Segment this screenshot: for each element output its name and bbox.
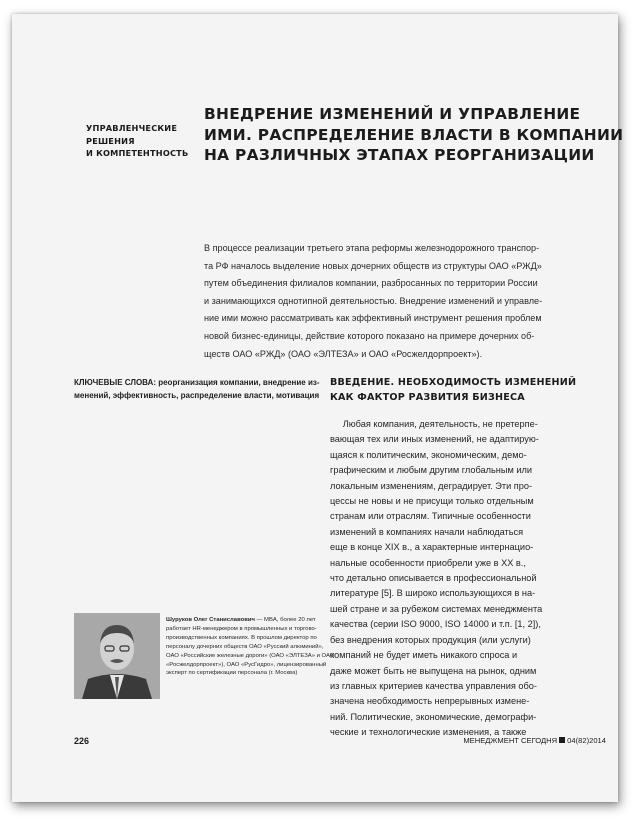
author-bio-first: — MBA, более 20 лет <box>254 617 316 623</box>
author-bio-line: персоналу дочерних обществ ОАО «Русский алюминий», <box>166 643 324 650</box>
body-line: еще в конце XIX в., а характерные интернацио- <box>330 542 534 553</box>
abstract-line: новой бизнес-единицы, действие которого показано на примере дочерних об- <box>204 330 535 341</box>
body-line: из главных критериев качества управления обо- <box>330 680 537 691</box>
section-label <box>86 122 216 160</box>
keywords-line: КЛЮЧЕВЫЕ СЛОВА: реорганизация компании, внедрение из- <box>74 378 320 387</box>
journal-name: МЕНЕДЖМЕНТ СЕГОДНЯ <box>463 736 558 745</box>
body-line: ческие и технологические изменения, а также <box>330 727 527 738</box>
abstract-line: и занимающихся однотипной деятельностью. Внедрение изменений и управле- <box>204 295 543 306</box>
page-number: 226 <box>74 736 90 746</box>
intro-heading <box>330 376 600 405</box>
body-line: нальные особенности приобрели уже в XX в., <box>330 557 526 568</box>
body-line: локальным изменениям, деградирует. Эти про- <box>330 480 533 491</box>
section-line: РЕШЕНИЯ <box>86 135 135 146</box>
intro-body <box>330 417 600 741</box>
author-bio-line: ОАО «Российские железные дороги» (ОАО «ЭЛТЕЗА» и ОАО <box>166 652 335 659</box>
section-line: УПРАВЛЕНЧЕСКИЕ <box>86 123 178 133</box>
square-bullet-icon <box>559 737 565 743</box>
author-bio <box>166 616 335 678</box>
section-line: И КОМПЕТЕНТНОСТЬ <box>86 148 189 158</box>
abstract-line: ние ими можно рассматривать как эффективный инструмент решения проблем <box>204 313 542 324</box>
journal-issue: 04(82)2014 <box>567 736 606 745</box>
body-line: шей стране и за рубежом системах менеджмента <box>330 603 543 614</box>
author-bio-line: «Росжелдорпроект»), ОАО «РусГидро», лицензированный <box>166 661 327 668</box>
title-line: НА РАЗЛИЧНЫХ ЭТАПАХ РЕОРГАНИЗАЦИИ <box>204 146 595 164</box>
author-bio-line: производственных компаниях. В прошлом директор по <box>166 634 317 641</box>
abstract-line: та РФ началось выделение новых дочерних обществ из структуры ОАО «РЖД» <box>204 260 542 271</box>
author-name: Шуруков Олег Станиславович <box>166 617 255 623</box>
article-abstract <box>204 240 584 363</box>
body-line: что детально описывается в профессиональной <box>330 573 537 584</box>
author-bio-line: работает HR-менеджером в промышленных и торгово- <box>166 625 317 632</box>
abstract-line: В процессе реализации третьего этапа реформы железнодорожного транспор- <box>204 243 540 253</box>
body-line: качества (серии ISO 9000, ISO 14000 и т.п. [1, 2]), <box>330 619 541 630</box>
abstract-line: путем объединения филиалов компании, разбросанных по территории России <box>204 278 538 289</box>
abstract-line: ществ ОАО «РЖД» (ОАО «ЭЛТЕЗА» и ОАО «Росжелдорпроект»). <box>204 348 483 359</box>
title-line: ИМИ. РАСПРЕДЕЛЕНИЕ ВЛАСТИ В КОМПАНИИ <box>204 125 624 144</box>
body-line: без внедрения которых продукция (или услуги) <box>330 634 531 645</box>
body-line: даже может быть не выпущена на рынок, одним <box>330 665 537 676</box>
intro-heading-line: КАК ФАКТОР РАЗВИТИЯ БИЗНЕСА <box>330 391 525 403</box>
body-line: графическим и любым другим глобальным или <box>330 465 532 476</box>
body-line: значена необходимость непрерывных измене- <box>330 696 530 707</box>
journal-footer <box>463 736 606 745</box>
intro-heading-line: ВВЕДЕНИЕ. НЕОБХОДИМОСТЬ ИЗМЕНЕНИЙ <box>330 377 577 388</box>
body-line: литературе [5]. В широко использующихся в на- <box>330 588 536 599</box>
body-line: компаний не будет иметь никакого спроса и <box>330 650 518 661</box>
body-line: изменений в компаниях начали наблюдаться <box>330 526 524 537</box>
keywords-line: менений, эффективность, распределение власти, мотивация <box>74 391 320 400</box>
title-line: ВНЕДРЕНИЕ ИЗМЕНЕНИЙ И УПРАВЛЕНИЕ <box>204 105 581 123</box>
body-line: Любая компания, деятельность, не претерпе- <box>330 419 538 429</box>
body-line: ний. Политические, экономические, демографи- <box>330 711 537 722</box>
author-photo <box>74 613 160 699</box>
body-line: вающая тех или иных изменений, не адаптирую- <box>330 434 539 445</box>
body-line: цессы не новы и не присущи только отдельным <box>330 496 534 507</box>
keywords-block <box>74 376 324 402</box>
body-line: щаяся к политическим, экономическим, демо- <box>330 449 527 460</box>
article-title <box>204 104 624 166</box>
author-bio-line: эксперт по сертификации персонала (г. Москва) <box>166 670 298 677</box>
body-line: странам или отраслям. Типичные особенности <box>330 511 531 522</box>
